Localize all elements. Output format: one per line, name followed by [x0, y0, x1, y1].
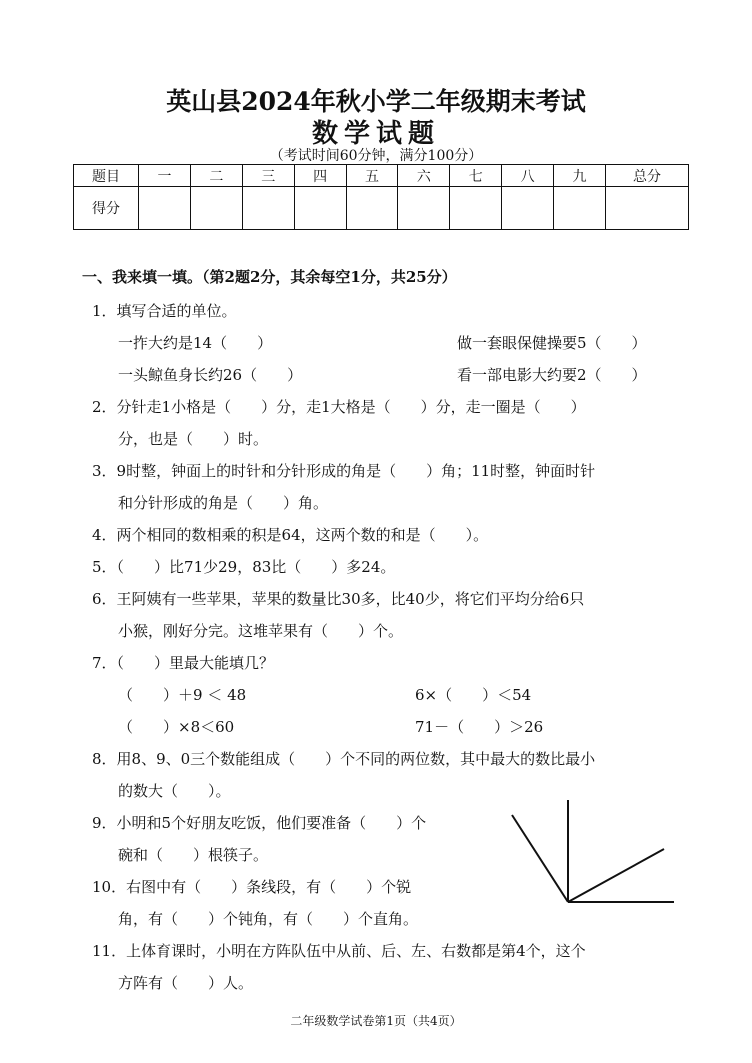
question-10-cont: 角，有（ ）个钝角，有（ ）个直角。 — [118, 910, 419, 928]
score-cell[interactable] — [190, 187, 242, 230]
score-table — [73, 164, 689, 230]
question-11-cont: 方阵有（ ）人。 — [118, 974, 254, 992]
score-header-cell: 五 — [346, 165, 398, 187]
question-7: 7．（ ）里最大能填几？ — [92, 654, 275, 672]
question-1-item: 做一套眼保健操要5（ ） — [457, 334, 647, 352]
question-4: 4．两个相同的数相乘的积是64，这两个数的和是（ ）。 — [92, 526, 489, 544]
question-9: 9．小明和5个好朋友吃饭，他们要准备（ ）个 — [92, 814, 427, 832]
exam-subject: 数学试题 — [311, 119, 440, 149]
score-cell[interactable] — [294, 187, 346, 230]
question-8-cont: 的数大（ ）。 — [118, 782, 231, 800]
score-header-cell: 二 — [190, 165, 242, 187]
score-table-header-row — [74, 165, 689, 187]
question-6-cont: 小猴，刚好分完。这堆苹果有（ ）个。 — [118, 622, 404, 640]
question-2: 2．分针走1小格是（ ）分，走1大格是（ ）分，走一圈是（ ） — [92, 398, 586, 416]
question-3-cont: 和分针形成的角是（ ）角。 — [118, 494, 329, 512]
question-7-item: （ ）＋9 ＜ 48 — [118, 686, 247, 704]
score-header-cell: 一 — [139, 165, 191, 187]
angle-figure — [508, 795, 683, 910]
question-1-item: 一头鲸鱼身长约26（ ） — [118, 366, 303, 384]
score-cell[interactable] — [346, 187, 398, 230]
score-header-cell: 七 — [450, 165, 502, 187]
score-cell[interactable] — [242, 187, 294, 230]
question-6: 6．王阿姨有一些苹果，苹果的数量比30多，比40少，将它们平均分给6只 — [92, 590, 585, 608]
section-title: 一、我来填一填。（第2题2分，其余每空1分，共25分） — [82, 268, 457, 286]
question-2-cont: 分，也是（ ）时。 — [118, 430, 269, 448]
question-10: 10．右图中有（ ）条线段，有（ ）个锐 — [92, 878, 412, 896]
score-header-cell: 题目 — [74, 165, 139, 187]
score-cell[interactable] — [554, 187, 606, 230]
figure-ray-right — [568, 849, 664, 902]
question-8: 8．用8、9、0三个数能组成（ ）个不同的两位数，其中最大的数比最小 — [92, 750, 596, 768]
score-row-label: 得分 — [74, 187, 139, 230]
question-3: 3．9时整，钟面上的时针和分针形成的角是（ ）角；11时整，钟面时针 — [92, 462, 596, 480]
score-header-cell: 三 — [242, 165, 294, 187]
score-header-cell: 总分 — [606, 165, 689, 187]
question-1-item: 看一部电影大约要2（ ） — [457, 366, 647, 384]
question-7-item: 6×（ ）＜54 — [415, 686, 532, 704]
page-footer: 二年级数学试卷第1页（共4页） — [290, 1014, 462, 1028]
score-header-cell: 六 — [398, 165, 450, 187]
question-7-item: 71－（ ）＞26 — [415, 718, 544, 736]
score-cell[interactable] — [502, 187, 554, 230]
exam-note: （考试时间60分钟，满分100分） — [269, 148, 483, 164]
question-11: 11．上体育课时，小明在方阵队伍中从前、后、左、右数都是第4个，这个 — [92, 942, 586, 960]
score-cell[interactable] — [139, 187, 191, 230]
question-7-item: （ ）×8＜60 — [118, 718, 235, 736]
question-9-cont: 碗和（ ）根筷子。 — [118, 846, 269, 864]
question-5: 5．（ ）比71少29，83比（ ）多24。 — [92, 558, 396, 576]
score-header-cell: 九 — [554, 165, 606, 187]
score-table-score-row — [74, 187, 689, 230]
figure-ray-left — [512, 815, 568, 902]
score-header-cell: 四 — [294, 165, 346, 187]
score-cell[interactable] — [450, 187, 502, 230]
question-1-item: 一拃大约是14（ ） — [118, 334, 273, 352]
score-cell[interactable] — [398, 187, 450, 230]
score-header-cell: 八 — [502, 165, 554, 187]
exam-title: 英山县2024年秋小学二年级期末考试 — [166, 87, 586, 116]
score-cell[interactable] — [606, 187, 689, 230]
question-1: 1．填写合适的单位。 — [92, 302, 237, 320]
